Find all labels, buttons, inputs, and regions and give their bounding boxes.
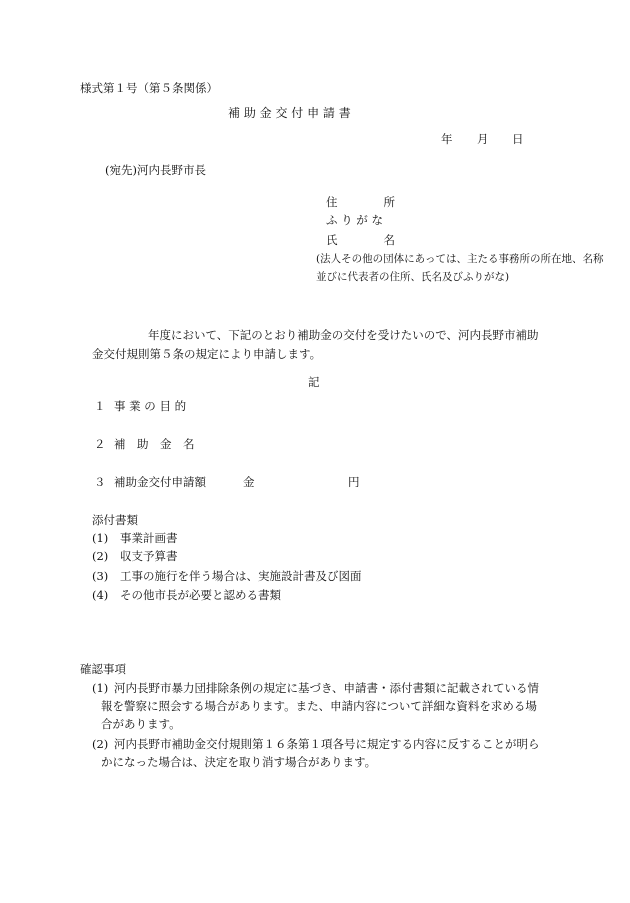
amount-unit: 円 (348, 475, 360, 489)
furigana-label: ふ り が な (326, 213, 383, 227)
confirmation-1-number: (1) (92, 681, 109, 695)
document-title: 補 助 金 交 付 申 請 書 (228, 106, 351, 120)
date-day: 日 (512, 132, 524, 146)
date-month: 月 (477, 132, 489, 146)
attachment-2-text: 収支予算書 (120, 549, 178, 563)
attachment-3-number: (3) (92, 569, 109, 583)
form-label: 様式第１号（第５条関係） (80, 81, 218, 95)
attachment-1-text: 事業計画書 (120, 531, 178, 545)
item-3-number: ３ (94, 475, 106, 489)
attachment-1-number: (1) (92, 531, 109, 545)
confirmation-1-line3: 合があります。 (101, 717, 181, 731)
name-label: 氏 名 (326, 233, 395, 247)
attachment-4-text: その他市長が必要と認める書類 (120, 588, 281, 602)
confirmation-2-number: (2) (92, 737, 109, 751)
address-label: 住 所 (326, 195, 395, 209)
confirmation-1-line2: 報を警察に照会する場合があります。また、申請内容について詳細な資料を求める場 (101, 699, 537, 713)
confirmation-title: 確認事項 (80, 662, 126, 676)
item-1-number: １ (94, 399, 106, 413)
body-line2: 金交付規則第５条の規定により申請します。 (92, 347, 322, 361)
attachment-4-number: (4) (92, 588, 109, 602)
applicant-note-line2: 並びに代表者の住所、氏名及びふりがな) (316, 271, 510, 283)
amount-currency: 金 (243, 475, 255, 489)
confirmation-2-line1: 河内長野市補助金交付規則第１６条第１項各号に規定する内容に反することが明ら (114, 737, 540, 751)
applicant-note-line1: (法人その他の団体にあっては、主たる事務所の所在地、名称 (316, 253, 604, 265)
item-2-number: ２ (94, 437, 106, 451)
confirmation-2-line2: かになった場合は、決定を取り消す場合があります。 (101, 755, 377, 769)
date-year: 年 (441, 132, 453, 146)
item-1-label: 事 業 の 目 的 (114, 399, 187, 413)
attachment-2-number: (2) (92, 549, 109, 563)
item-3-label: 補助金交付申請額 (114, 475, 206, 489)
body-line1: 年度において、下記のとおり補助金の交付を受けたいので、河内長野市補助 (148, 328, 539, 342)
attachment-3-text: 工事の施行を伴う場合は、実施設計書及び図面 (120, 569, 362, 583)
ki-heading: 記 (308, 375, 320, 389)
attachments-title: 添付書類 (92, 513, 138, 527)
confirmation-1-line1: 河内長野市暴力団排除条例の規定に基づき、申請書・添付書類に記載されている情 (114, 681, 540, 695)
addressee: (宛先)河内長野市長 (105, 163, 206, 177)
item-2-label: 補 助 金 名 (114, 437, 195, 451)
